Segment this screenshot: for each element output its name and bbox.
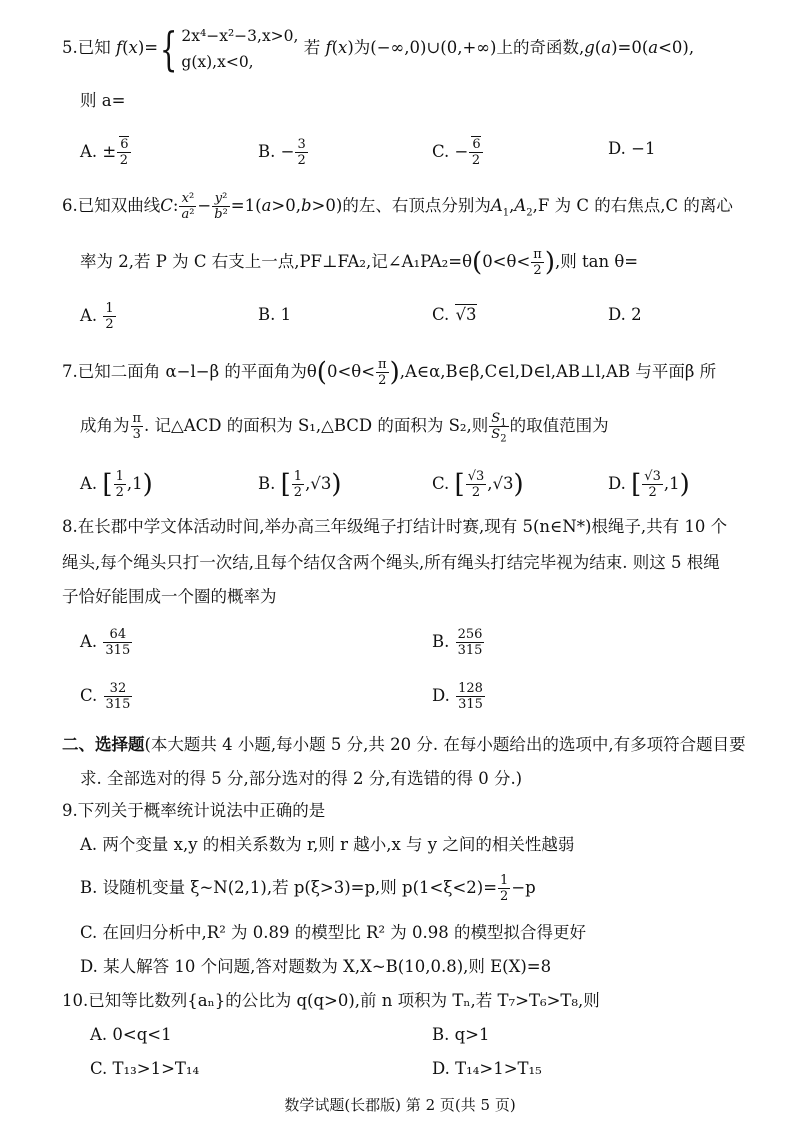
- q7-option-a: A. [ $\frac{1}{2}$ ,1): [80, 469, 153, 500]
- q6-option-b: B. 1: [258, 305, 292, 324]
- q5-option-d: D. −1: [608, 139, 656, 158]
- q5-option-b: B. − $\frac{3}{2}$: [258, 137, 306, 168]
- question-8-line-3: 子恰好能围成一个圈的概率为: [62, 587, 277, 606]
- q10-option-a: A. 0<q<1: [90, 1025, 172, 1044]
- page-footer: 数学试题(长郡版) 第 2 页(共 5 页): [284, 1096, 516, 1114]
- q7-option-c: C. [ $\frac{√3}{2}$ ,√3): [432, 469, 524, 500]
- q7-option-b: B. [ $\frac{1}{2}$ ,√3): [258, 469, 342, 500]
- q9-option-d: D. 某人解答 10 个问题,答对题数为 X,X~B(10,0.8),则 E(X)=8: [80, 957, 552, 976]
- q9-option-c: C. 在回归分析中,R² 为 0.89 的模型比 R² 为 0.98 的模型拟合得更好: [80, 923, 587, 942]
- question-5: 5.已知 f(x)={ 2x⁴−x²−3,x>0, g(x),x<0, 若 f(x)为(−∞,0)∪(0,+∞)上的奇函数,g(a)=0(a<0),: [62, 21, 695, 76]
- section-2-heading: 二、选择题(本大题共 4 小题,每小题 5 分,共 20 分. 在每小题给出的选项中,有多项符合题目要: [62, 735, 746, 754]
- q10-option-d: D. T₁₄>1>T₁₅: [432, 1059, 542, 1078]
- q8-option-b: B. $\frac{256}{315}$: [432, 627, 483, 658]
- q6-option-d: D. 2: [608, 305, 642, 324]
- section-2-desc-line-2: 求. 全部选对的得 5 分,部分选对的得 2 分,有选错的得 0 分.): [80, 769, 523, 788]
- q6-option-a: A. $\frac{1}{2}$: [80, 301, 114, 332]
- q6-option-c: C. √3: [432, 305, 477, 324]
- question-8-line-2: 绳头,每个绳头只打一次结,且每个结仅含两个绳头,所有绳头打结完毕视为结束. 则这 5 根绳: [62, 553, 720, 572]
- q7-option-d: D. [ $\frac{√3}{2}$ ,1): [608, 469, 690, 500]
- q5-option-c: C. − $\frac{6}{2}$: [432, 137, 481, 168]
- q9-option-b: B. 设随机变量 ξ~N(2,1),若 p(ξ>3)=p,则 p(1<ξ<2)= $\frac{1}{2}$ −p: [80, 873, 536, 904]
- section-title: 二、选择题: [62, 735, 145, 754]
- question-7: 7.已知二面角 α−l−β 的平面角为θ(0<θ< $\frac{\pi}{2}$ ),A∈α,B∈β,C∈l,D∈l,AB⊥l,AB 与平面β 所: [62, 357, 717, 388]
- q10-option-c: C. T₁₃>1>T₁₄: [90, 1059, 200, 1078]
- q10-option-b: B. q>1: [432, 1025, 490, 1044]
- q8-option-a: A. $\frac{64}{315}$: [80, 627, 131, 658]
- q5-option-a: A. ± $\frac{6}{2}$: [80, 137, 129, 168]
- question-8: 8.在长郡中学文体活动时间,举办高三年级绳子打结计时赛,现有 5(n∈N*)根绳子,共有 10 个: [62, 517, 728, 536]
- question-6: 6.已知双曲线C: $\frac{\text{x²}}{\text{a²}}$ − $\frac{\text{y²}}{\text{b²}}$ =1(a>0,b>0)的左、右顶点分别为$A_1,A_2,F$ 为 C 的右焦点,C 的离心: [62, 191, 733, 222]
- q9-option-a: A. 两个变量 x,y 的相关系数为 r,则 r 越小,x 与 y 之间的相关性越弱: [80, 835, 575, 854]
- question-6-line-2: 率为 2,若 P 为 C 右支上一点,PF⊥FA₂,记∠A₁PA₂=θ(0<θ< $\frac{\pi}{2}$ ),则 tan θ=: [80, 247, 639, 278]
- q8-option-d: D. $\frac{128}{315}$: [432, 681, 483, 712]
- question-9: 9.下列关于概率统计说法中正确的是: [62, 801, 326, 820]
- q8-option-c: C. $\frac{32}{315}$: [80, 681, 131, 712]
- question-5-line-2: 则 a=: [80, 91, 126, 110]
- question-7-line-2: 成角为 $\frac{\pi}{3}$ . 记△ACD 的面积为 S₁,△BCD 的面积为 S₂,则 $\frac{S_1}{S_2}$ 的取值范围为: [80, 411, 609, 445]
- question-10: 10.已知等比数列{aₙ}的公比为 q(q>0),前 n 项积为 Tₙ,若 T₇>T₆>T₈,则: [62, 991, 600, 1010]
- piecewise-cases: 2x⁴−x²−3,x>0, g(x),x<0,: [181, 26, 299, 71]
- question-number: 5.: [62, 38, 78, 57]
